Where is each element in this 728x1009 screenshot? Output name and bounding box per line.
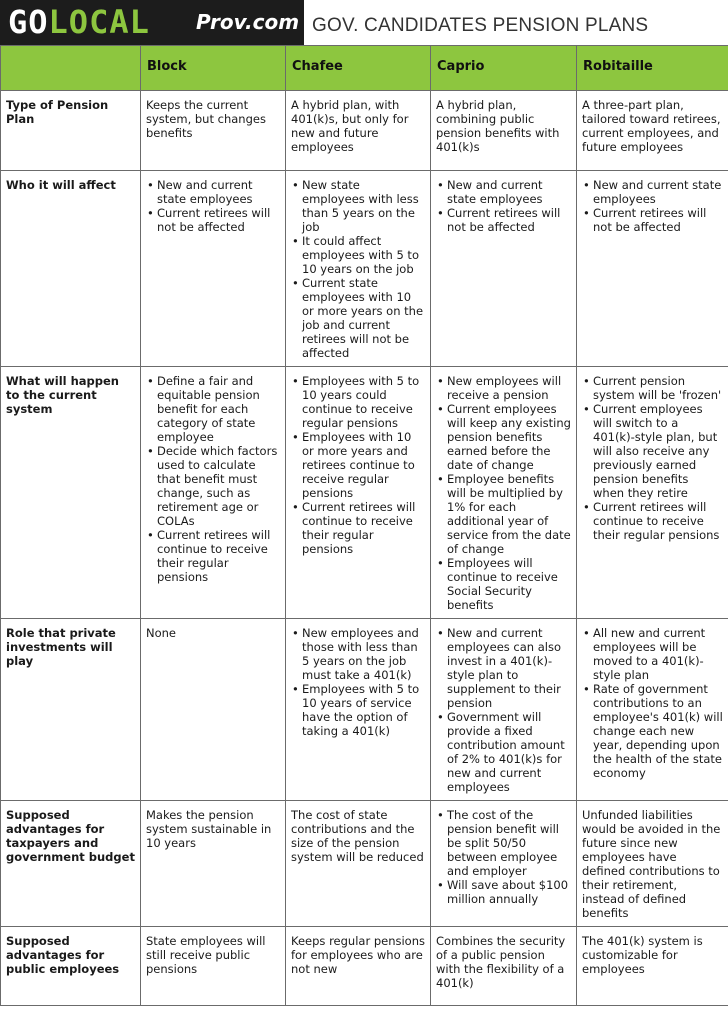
cell-block bbox=[141, 927, 286, 1006]
cell-text: A three-part plan, tailored toward retirees, current employees, and future employees bbox=[582, 98, 721, 154]
cell-block bbox=[141, 367, 286, 619]
cell-text: Makes the pension system sustainable in 10 years bbox=[146, 808, 272, 850]
bullet-item: • Employees with 5 to 10 years could continue to receive regular pensions bbox=[302, 374, 425, 430]
cell-robitaille bbox=[577, 367, 728, 619]
bullet-item: • Decide which factors used to calculate that benefit must change, such as retirement age or COLAs bbox=[157, 444, 280, 528]
cell-caprio bbox=[431, 801, 577, 927]
cell-chafee bbox=[286, 801, 431, 927]
cell-caprio bbox=[431, 171, 577, 367]
pension-comparison-table bbox=[0, 45, 728, 1006]
cell-block bbox=[141, 801, 286, 927]
bullet-item: • It could affect employees with 5 to 10 years on the job bbox=[302, 234, 425, 276]
cell-chafee bbox=[286, 619, 431, 801]
column-header-block: Block bbox=[141, 46, 286, 91]
table-body bbox=[1, 91, 728, 1006]
bullet-list bbox=[291, 178, 425, 360]
bullet-item: • New and current employees can also invest in a 401(k)-style plan to supplement to their pension bbox=[447, 626, 571, 710]
cell-chafee bbox=[286, 927, 431, 1006]
table-row bbox=[1, 927, 728, 1006]
bullet-item: • Current retirees will continue to receive their regular pensions bbox=[302, 500, 425, 556]
row-label: Role that private investments will play bbox=[1, 619, 141, 801]
cell-robitaille bbox=[577, 927, 728, 1006]
cell-text: Combines the security of a public pension with the flexibility of a 401(k) bbox=[436, 934, 566, 990]
bullet-list bbox=[436, 626, 571, 794]
logo-local-text: LOCAL bbox=[48, 3, 150, 41]
cell-text: The cost of state contributions and the size of the pension system will be reduced bbox=[291, 808, 424, 864]
logo-prov-text: Prov.com bbox=[196, 10, 300, 34]
cell-block bbox=[141, 619, 286, 801]
bullet-list bbox=[436, 374, 571, 612]
header-corner-cell bbox=[1, 46, 141, 91]
cell-robitaille bbox=[577, 171, 728, 367]
cell-robitaille bbox=[577, 619, 728, 801]
cell-chafee bbox=[286, 171, 431, 367]
bullet-list bbox=[291, 626, 425, 738]
table-header-row bbox=[1, 46, 728, 91]
cell-block bbox=[141, 171, 286, 367]
table-row bbox=[1, 91, 728, 171]
bullet-item: • Rate of government contributions to an employee's 401(k) will change each new year, depending upon the health of the state economy bbox=[593, 682, 723, 780]
table-row bbox=[1, 367, 728, 619]
bullet-item: • Current employees will switch to a 401(k)-style plan, but will also receive any previously earned pension benefits when they retire bbox=[593, 402, 723, 500]
row-label: Supposed advantages for taxpayers and government budget bbox=[1, 801, 141, 927]
bullet-item: • New state employees with less than 5 years on the job bbox=[302, 178, 425, 234]
cell-caprio bbox=[431, 927, 577, 1006]
logo-go-text: GO bbox=[8, 3, 49, 41]
bullet-item: • Government will provide a fixed contribution amount of 2% to 401(k)s for new and current employees bbox=[447, 710, 571, 794]
cell-robitaille bbox=[577, 91, 728, 171]
cell-caprio bbox=[431, 367, 577, 619]
bullet-item: • Employee benefits will be multiplied by 1% for each additional year of service from the date of change bbox=[447, 472, 571, 556]
cell-text: A hybrid plan, with 401(k)s, but only for new and future employees bbox=[291, 98, 409, 154]
bullet-item: • Current retirees will not be affected bbox=[593, 206, 723, 234]
bullet-item: • Current retirees will not be affected bbox=[157, 206, 280, 234]
bullet-item: • New employees will receive a pension bbox=[447, 374, 571, 402]
bullet-item: • Current pension system will be 'frozen' bbox=[593, 374, 723, 402]
cell-chafee bbox=[286, 91, 431, 171]
bullet-list bbox=[582, 178, 723, 234]
golocal-logo[interactable] bbox=[0, 0, 304, 45]
bullet-item: • New employees and those with less than 5 years on the job must take a 401(k) bbox=[302, 626, 425, 682]
row-label: Who it will affect bbox=[1, 171, 141, 367]
cell-robitaille bbox=[577, 801, 728, 927]
bullet-item: • Current retirees will continue to receive their regular pensions bbox=[157, 528, 280, 584]
bullet-list bbox=[291, 374, 425, 556]
bullet-item: • Current employees will keep any existing pension benefits earned before the date of change bbox=[447, 402, 571, 472]
cell-text: Keeps regular pensions for employees who are not new bbox=[291, 934, 425, 976]
bullet-item: • Define a fair and equitable pension benefit for each category of state employee bbox=[157, 374, 280, 444]
cell-chafee bbox=[286, 367, 431, 619]
bullet-item: • New and current state employees bbox=[447, 178, 571, 206]
column-header-caprio: Caprio bbox=[431, 46, 577, 91]
bullet-list bbox=[582, 374, 723, 542]
bullet-item: • Employees with 10 or more years and retirees continue to receive regular pensions bbox=[302, 430, 425, 500]
logo-wordmark bbox=[8, 3, 150, 41]
bullet-item: • The cost of the pension benefit will be split 50/50 between employee and employer bbox=[447, 808, 571, 878]
cell-block bbox=[141, 91, 286, 171]
cell-text: None bbox=[146, 626, 177, 640]
bullet-list bbox=[436, 178, 571, 234]
table-row bbox=[1, 801, 728, 927]
bullet-list bbox=[146, 374, 280, 584]
cell-text: Keeps the current system, but changes benefits bbox=[146, 98, 266, 140]
table-row bbox=[1, 619, 728, 801]
row-label: Type of Pension Plan bbox=[1, 91, 141, 171]
cell-caprio bbox=[431, 619, 577, 801]
bullet-list bbox=[146, 178, 280, 234]
bullet-list bbox=[582, 626, 723, 780]
bullet-item: • All new and current employees will be moved to a 401(k)-style plan bbox=[593, 626, 723, 682]
bullet-item: • Current retirees will continue to receive their regular pensions bbox=[593, 500, 723, 542]
page-title: GOV. CANDIDATES PENSION PLANS bbox=[312, 15, 649, 36]
column-header-robitaille: Robitaille bbox=[577, 46, 728, 91]
cell-text: The 401(k) system is customizable for employees bbox=[582, 934, 703, 976]
page-header bbox=[0, 0, 728, 45]
cell-text: A hybrid plan, combining public pension benefits with 401(k)s bbox=[436, 98, 560, 154]
column-header-chafee: Chafee bbox=[286, 46, 431, 91]
row-label: Supposed advantages for public employees bbox=[1, 927, 141, 1006]
cell-caprio bbox=[431, 91, 577, 171]
cell-text: Unfunded liabilities would be avoided in the future since new employees have defined contributions to their retirement, instead of defined benefits bbox=[582, 808, 721, 920]
bullet-item: • Employees with 5 to 10 years of service have the option of taking a 401(k) bbox=[302, 682, 425, 738]
bullet-item: • New and current state employees bbox=[157, 178, 280, 206]
row-label: What will happen to the current system bbox=[1, 367, 141, 619]
bullet-item: • Will save about $100 million annually bbox=[447, 878, 571, 906]
bullet-item: • Employees will continue to receive Social Security benefits bbox=[447, 556, 571, 612]
cell-text: State employees will still receive public pensions bbox=[146, 934, 266, 976]
bullet-item: • Current retirees will not be affected bbox=[447, 206, 571, 234]
table-row bbox=[1, 171, 728, 367]
bullet-list bbox=[436, 808, 571, 906]
bullet-item: • New and current state employees bbox=[593, 178, 723, 206]
bullet-item: • Current state employees with 10 or more years on the job and current retirees will not be affected bbox=[302, 276, 425, 360]
